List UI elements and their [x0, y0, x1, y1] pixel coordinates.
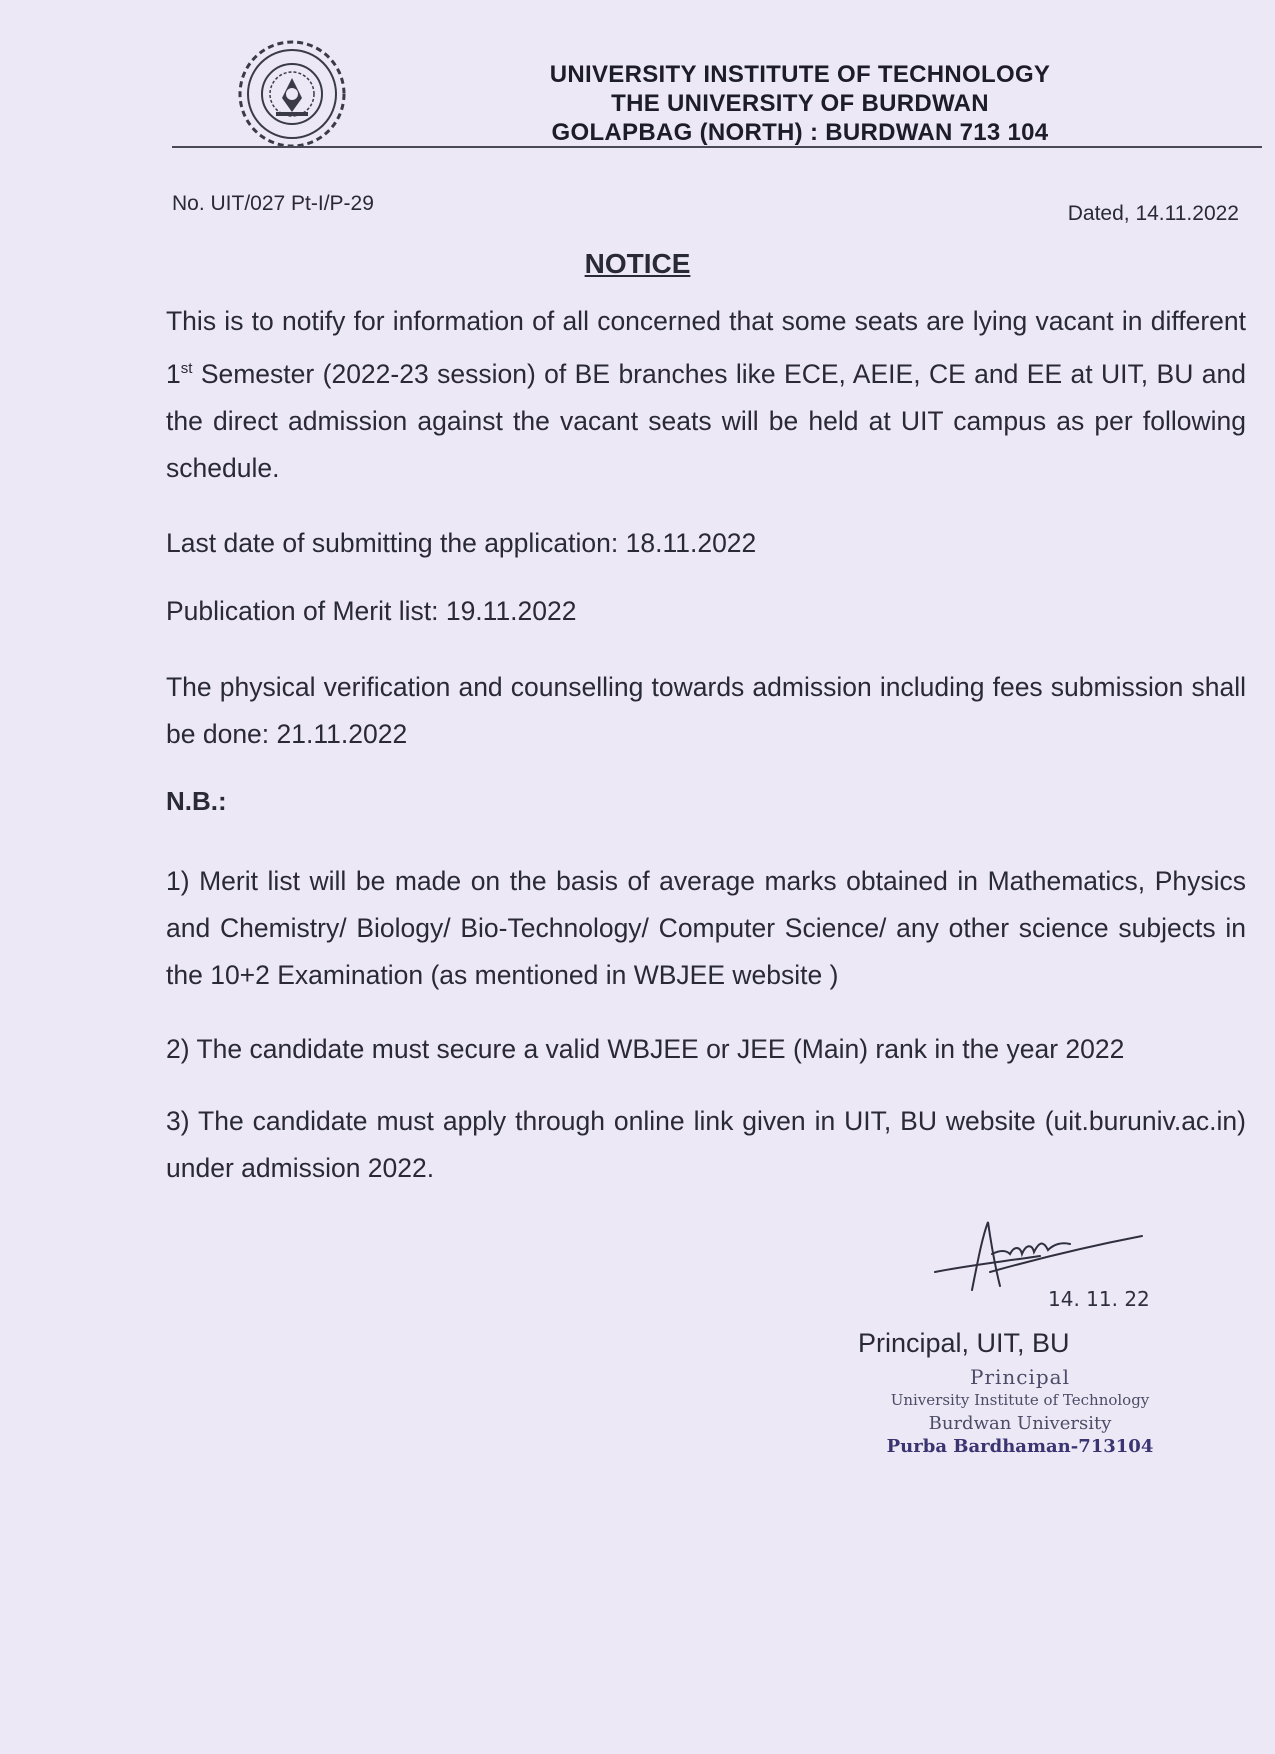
stamp-line-1: Principal [969, 1365, 1070, 1389]
header-line-3: GOLAPBAG (NORTH) : BURDWAN 713 104 [551, 119, 1049, 146]
intro-superscript: st [180, 360, 193, 377]
notice-date: Dated, 14.11.2022 [1067, 202, 1239, 225]
university-emblem-icon [236, 38, 348, 150]
stamp-line-2: University Institute of Technology [890, 1391, 1150, 1409]
schedule-verification: The physical verification and counselling towards admission including fees submission shall be done: 21.11.2022 [166, 672, 1246, 749]
intro-paragraph [166, 298, 1246, 492]
handwritten-signature [930, 1210, 1170, 1320]
nb-label: N.B.: [166, 786, 227, 816]
signatory-title: Principal, UIT, BU [858, 1328, 1070, 1358]
schedule-merit-list: Publication of Merit list: 19.11.2022 [166, 596, 577, 626]
header-line-1: UNIVERSITY INSTITUTE OF TECHNOLOGY [549, 61, 1051, 88]
reference-number: No. UIT/027 Pt-I/P-29 [172, 192, 374, 215]
intro-text-2: Semester (2022-23 session) of BE branches like ECE, AEIE, CE and EE at UIT, BU and the direct admission against the vacant seats will be held at UIT campus as per following schedule. [166, 358, 1246, 483]
note-3: 3) The candidate must apply through online link given in UIT, BU website (uit.buruniv.ac.in) under admission 2022. [166, 1106, 1246, 1183]
notice-title: NOTICE [584, 248, 691, 279]
stamp-line-4: Purba Bardhaman-713104 [886, 1436, 1154, 1457]
note-2: 2) The candidate must secure a valid WBJEE or JEE (Main) rank in the year 2022 [166, 1034, 1125, 1064]
stamp-line-3: Burdwan University [928, 1413, 1112, 1434]
institution-header [520, 60, 1080, 147]
schedule-last-date: Last date of submitting the application: 18.11.2022 [166, 528, 757, 558]
header-line-2: THE UNIVERSITY OF BURDWAN [611, 90, 989, 117]
note-1: 1) Merit list will be made on the basis of average marks obtained in Mathematics, Physics and Chemistry/ Biology/ Bio-Technology/ Computer Science/ any other science subjects in the 10+2 Examination (as mentioned in WBJEE website ) [166, 866, 1246, 990]
intro-text-1: This is to notify for information of all concerned that some seats are lying vacant in different 1 [166, 306, 1246, 389]
header-divider [172, 146, 1262, 148]
signature-date: 14. 11. 22 [1048, 1287, 1150, 1311]
principal-stamp [870, 1366, 1170, 1458]
